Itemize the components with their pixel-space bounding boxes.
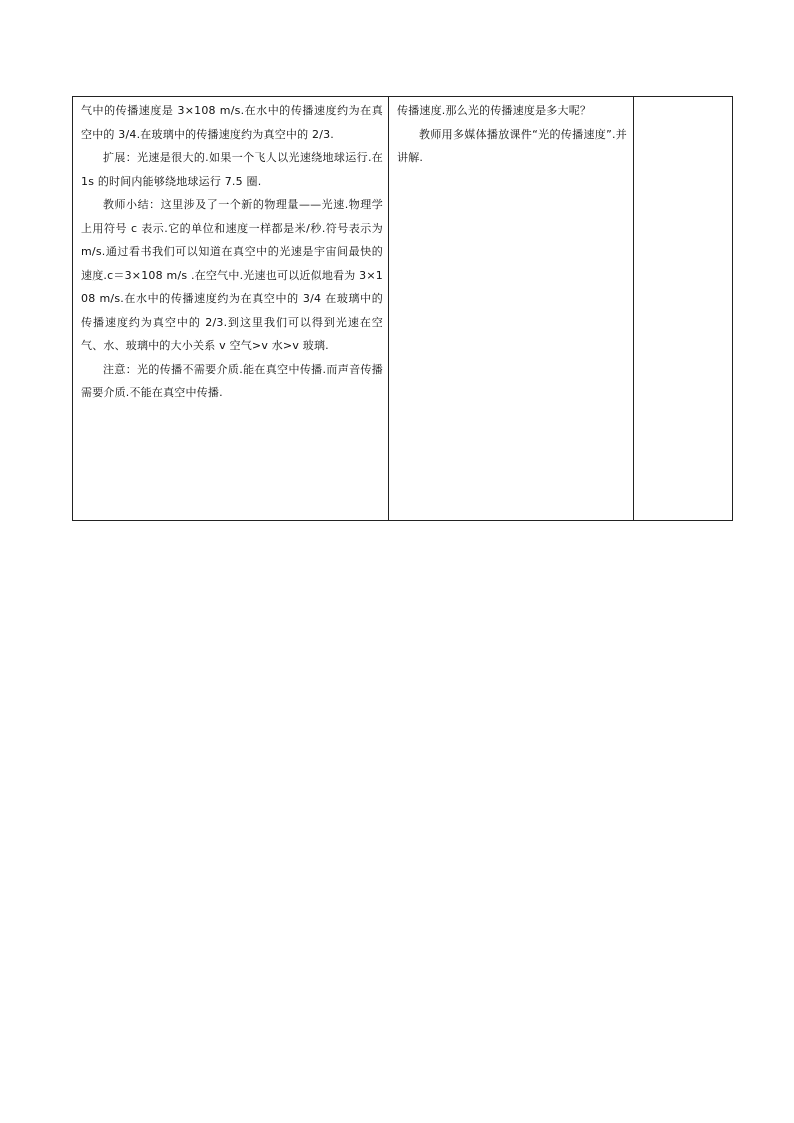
- left-column-cell: [73, 97, 389, 520]
- middle-paragraph-1: 传播速度.那么光的传播速度是多大呢？: [397, 104, 592, 117]
- lesson-plan-table: [72, 96, 733, 521]
- left-paragraph-4: 注意：光的传播不需要介质.能在真空中传播.而声音传播需要介质.不能在真空中传播.: [81, 362, 383, 399]
- middle-paragraph-2: 教师用多媒体播放课件“光的传播速度”.并讲解.: [397, 127, 627, 164]
- left-paragraph-2: 扩展：光速是很大的.如果一个飞人以光速绕地球运行.在 1s 的时间内能够绕地球运行 7.5 圈.: [81, 151, 383, 188]
- middle-column-cell: [389, 97, 634, 520]
- left-paragraph-3: 教师小结：这里涉及了一个新的物理量——光速.物理学上用符号 c 表示.它的单位和速度一样都是米/秒.符号表示为 m/s.通过看书我们可以知道在真空中的光速是宇宙间最快的速度.c＝3×108 m/s .在空气中.光速也可以近似地看为 3×108 m/s.在水中的传播速度约为在真空中的 3/4 在玻璃中的传播速度约为真空中的 2/3.到这里我们可以得到光速在空气、水、玻璃中的大小关系 v 空气>v 水>v 玻璃.: [81, 198, 383, 352]
- right-column-cell: [634, 97, 732, 520]
- left-paragraph-1: 气中的传播速度是 3×108 m/s.在水中的传播速度约为在真空中的 3/4.在玻璃中的传播速度约为真空中的 2/3.: [81, 104, 383, 141]
